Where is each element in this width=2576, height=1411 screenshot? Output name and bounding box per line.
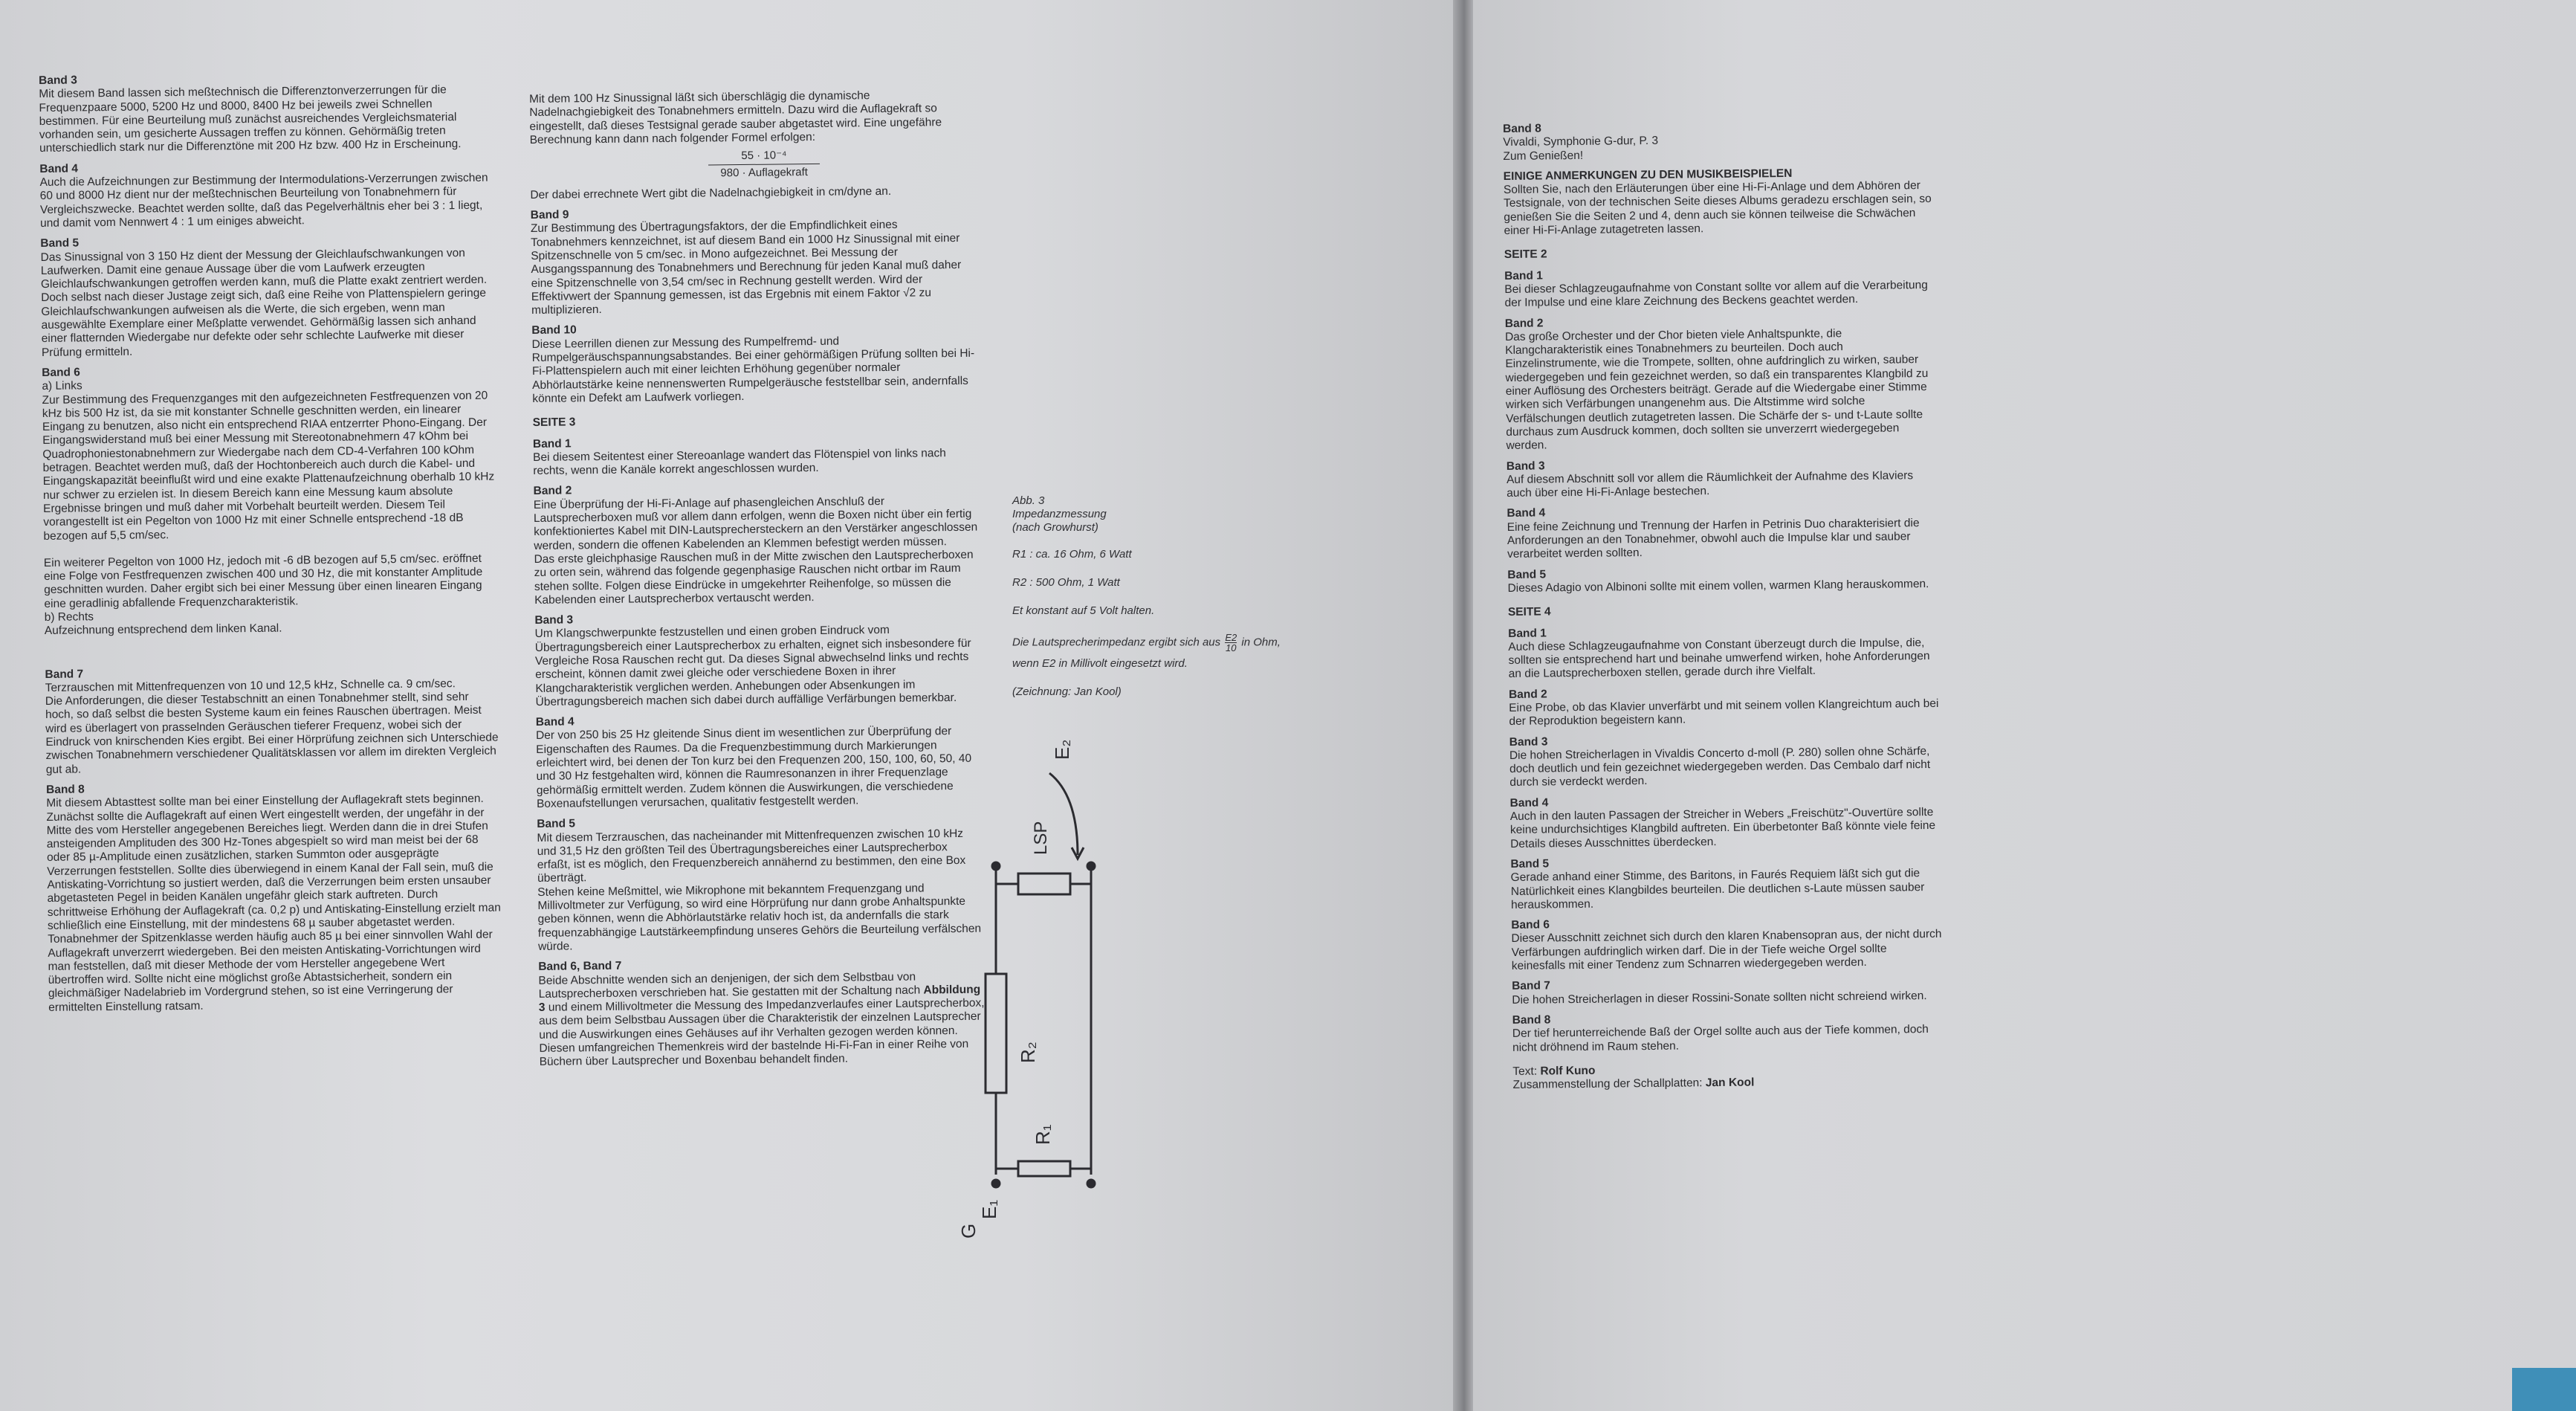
- band-heading: Band 5: [40, 236, 80, 251]
- col3-s2-band2: [1505, 312, 1938, 453]
- impedance-unit: in Ohm,: [1241, 636, 1281, 649]
- band-heading: Band 6: [1511, 918, 1550, 932]
- band-heading: Band 1: [532, 436, 572, 451]
- col3-s2-band1: [1504, 265, 1936, 311]
- cover-edge: [2512, 1368, 2576, 1411]
- impedance-formula: [1012, 633, 1354, 653]
- credits: [1512, 1061, 1944, 1093]
- band-heading: Band 5: [1507, 568, 1547, 581]
- col1-band8: [46, 779, 502, 1015]
- band-heading: Band 3: [39, 74, 77, 87]
- band-heading: Band 8: [45, 783, 85, 796]
- terminal-bottom-left: [992, 1180, 1000, 1187]
- band-text: Zur Bestimmung des Übertragungsfaktors, der die Empfindlichkeit eines Tonabnehmers kennzeichnet, ist auf diesem Band ein 1000 Hz Sinussignal mit einer Spitzenschnelle von 5 cm/sec. in Mono aufgezeichnet. Bei Messung der Ausgangsspannung des Tonabnehmers und Berechnung für jeden Kanal muß daher eine Spitzenschnelle von 3,54 cm/sec in Rechnung gestellt werden. Wird der Effektivwert der Spannung gemessen, ist das Ergebnis mit einem Faktor √2 zu multiplizieren.: [530, 219, 962, 317]
- col2-s3-band2: [534, 480, 981, 607]
- band-heading: Band 3: [1506, 459, 1545, 473]
- impedance-circuit-diagram: [957, 729, 1115, 1249]
- band-text: Das Sinussignal von 3 150 Hz dient der Messung der Gleichlaufschwankungen von Laufwerken. Damit eine genaue Aussage über die vom Laufwerk erzeugten Gleichlaufschwankungen getroffen werden kann, muß die Platte exakt zentriert werden. Doch selbst nach dieser Justage zeigt sich, daß eine Reihe von Plattenspielern geringe Gleichlaufschwankungen aufweisen als die Werte, die sich ergeben, wenn man ausgewählte Exemplare einer Meßplatte verwendet. Gehörmäßig lassen sich anhand einer flatternden Wiedergabe nur defekte oder sehr schlechte Laufwerke mit dieser Prüfung ermitteln.: [40, 246, 488, 359]
- figure-reference: Abbildung 3: [538, 983, 981, 1015]
- impedance-note: wenn E2 in Millivolt eingesetzt wird.: [1012, 657, 1188, 670]
- drawing-credit: (Zeichnung: Jan Kool): [1012, 685, 1122, 698]
- figure-title: [1012, 494, 1354, 535]
- band-text: Mit diesem Abtasttest sollte man bei einer Einstellung der Auflagekraft stets beginnen. Zunächst sollte die Auflagekraft auf einen Wert eingestellt werden, der ungefähr in der Mitte des vom Hersteller angegebenen Bereiches liegt. Werden dann die in drei Stufen ansteigenden Amplituden des 300 Hz-Tones abgespielt so wird man meist bei der 68 oder 85 µ-Amplitude einen zusätzlichen, starken Summton oder ausgeprägte Verzerrungen feststellen. Sollte dies überwiegend in einem Kanal der Fall sein, muß die Antiskating-Vorrichtung so justiert werden, daß die Verzerrungen beim ersten unsauber abgetasteten Pegel in beiden Kanälen ungefähr gleich stark auftreten. Durch schrittweise Erhöhung der Auflagekraft (ca. 0,2 p) und Antiskating-Einstellung erzielt man schließlich eine Einstellung, mit der mindestens 68 µ sauber abgetastet werden. Tonabnehmer der Spitzenklasse werden häufig auch 85 µ bei einer sinnvollen Wahl der Auflagekraft unverzerrt wiedergeben. Bei den meisten Antiskating-Vorrichtungen wird man feststellen, daß mit dieser Methode der vom Hersteller angegebene Wert übertroffen wird. Sollte nicht eine möglichst große Abtastsicherheit, sondern ein gleichmäßiger Nadelabrieb im Vordergrund stehen, so ist eine Verringerung der ermittelten Einstellung ratsam.: [46, 792, 501, 1014]
- figure-source: (nach Growhurst): [1012, 521, 1098, 534]
- col3-s2-band5: [1507, 564, 1938, 596]
- notes-text: Sollten Sie, nach den Erläuterungen über eine Hi-Fi-Anlage und dem Abhören der Testsignale, von der technischen Seite dieses Albums geradezu erschlagen sein, so genießen Sie die Seiten 2 und 4, denn auch sie können teilweise die Schwächen einer Hi-Fi-Anlage zutagetreten lassen.: [1503, 179, 1932, 238]
- resistor-r1-spec: R1 : ca. 16 Ohm, 6 Watt: [1012, 548, 1132, 561]
- col3-s4-band2: [1509, 684, 1941, 729]
- formula-note: Der dabei errechnete Wert gibt die Nadelnachgiebigkeit in cm/dyne an.: [530, 184, 892, 201]
- fraction-numerator: E2: [1225, 632, 1237, 643]
- credit-compilation-name: Jan Kool: [1705, 1076, 1755, 1090]
- col2-s3-band4: [536, 711, 983, 811]
- band-text: Auch die Aufzeichnungen zur Bestimmung der Intermodulations-Verzerrungen zwischen 60 und 8000 Hz dient nur der meßtechnischen Beurteilung von Tonabnehmern für Vergleichszwecke. Beachtet werden sollte, daß das Pegelverhältnis eher bei 3 : 1 liegt, und damit vom Nennwert 4 : 1 um einiges abweicht.: [39, 171, 488, 230]
- col3-s4-band3: [1509, 731, 1941, 790]
- column-3: [1503, 118, 1944, 1099]
- col3-s4-band5: [1510, 853, 1942, 912]
- section-heading-seite-2: SEITE 2: [1504, 248, 1547, 262]
- band-text: Eine feine Zeichnung und Trennung der Harfen in Petrinis Duo charakterisiert die Anforderungen an den Tonabnehmer, obwohl auch die Impulse klar und sauber verarbeitet werden sollten.: [1507, 516, 1920, 561]
- intro-text: Mit dem 100 Hz Sinussignal läßt sich überschlägig die dynamische Nadelnachgiebigkeit des Tonabnehmers ermitteln. Dazu wird die Auflagekraft so eingestellt, daß dieses Testsignal gerade sauber abgetastet wird. Eine ungefähre Berechnung kann dann nach folgender Formel erfolgen:: [529, 89, 942, 146]
- formula-numerator: 55 · 10⁻⁴: [708, 149, 820, 166]
- band-heading: Band 5: [1510, 857, 1550, 871]
- band-heading: Band 7: [45, 667, 84, 681]
- col3-s4-band8: [1512, 1010, 1944, 1055]
- band-text: Mit diesem Band lassen sich meßtechnisch die Differenztonverzerrungen für die Frequenzpaare 5000, 5200 Hz und 8000, 8400 Hz bei jeweils zwei Schnellen bestimmen. Für eine Beurteilung muß zunächst ausreichendes Vergleichsmaterial vorhanden sein, um gesicherte Aussagen treffen zu können. Gehörmäßig treten unterschiedlich stark nur die Differenztöne mit 200 Hz bzw. 400 Hz in Erscheinung.: [39, 83, 462, 155]
- label-e1: E₁: [978, 1199, 1000, 1219]
- band-text: Terzrauschen mit Mittenfrequenzen von 10 und 12,5 kHz, Schnelle ca. 9 cm/sec. Die Anforderungen, die dieser Testabschnitt an einen Tonabnehmer stellt, sind sehr hoch, so daß selbst die besten Systeme kaum ein feines Rauschen übertragen. Meist wird es überlagert von prasselnden Geräuschen tieferer Frequenz, wobei sich der Eindruck von knirschenden Kies ergibt. Bei einer Hörprüfung zeichnen sich Unterschiede zwischen Tonabnehmern verschiedener Qualitätsklassen vor allem im direkten Vergleich gut ab.: [45, 677, 499, 776]
- band-text: Das große Orchester und der Chor bieten viele Anhaltspunkte, die Klangcharakteristik eines Tonabnehmers zu beurteilen. Doch auch Einzelinstrumente, wie die Trompete, sollten, ohne aufdringlich zu wirken, sauber wiedergegeben und fein gezeichnet werden, so daß ein transparentes Klangbild zu einer Auflösung des Orchesters beiträgt. Gerade auf die Wiedergabe einer Stimme wirken sich Verfärbungen unangenehm aus. Die Altstimme wird solche Verfälschungen deutlich zutagetreten lassen. Die Schärfe der s- und t-Laute sollte durchaus zum Ausdruck kommen, doch sollten sie unverzerrt wiedergegeben werden.: [1504, 327, 1929, 453]
- band-heading: Band 6, Band 7: [538, 959, 622, 974]
- section-heading-seite-4: SEITE 4: [1507, 605, 1551, 619]
- impedance-text: Die Lautsprecherimpedanz ergibt sich aus: [1012, 636, 1221, 649]
- band-text: Auch diese Schlagzeugaufnahme von Constant überzeugt durch die Impulse, die, sollten sie entsprechend hart und beinahe umwerfend wirken, hohe Anforderungen an die Lautsprecherboxen stellen, gerade durch ihre Vielfalt.: [1508, 636, 1930, 681]
- band-heading: Band 2: [1504, 317, 1544, 330]
- label-r2: R₂: [1017, 1042, 1039, 1063]
- figure-caption: [1012, 494, 1354, 714]
- credit-compilation-label: Zusammenstellung der Schallplatten:: [1512, 1076, 1706, 1092]
- r1-resistor: [1018, 1161, 1070, 1176]
- band-text: Ein weiterer Pegelton von 1000 Hz, jedoch mit -6 dB bezogen auf 5,5 cm/sec. eröffnet eine Folge von Festfrequenzen zwischen 400 und 30 Hz, die mit konstanter Amplitude geschnitten wurden. Daher ergibt sich bei einer Messung über einen linearen Eingang eine geradlinig abfallende Frequenzcharakteristik. b) Rechts Aufzeichnung entsprechend dem linken Kanal.: [43, 552, 483, 638]
- col2-band10: [531, 320, 978, 406]
- label-g: G: [957, 1223, 980, 1239]
- col1-band7: [45, 663, 499, 777]
- band-text: Auch in den lauten Passagen der Streicher in Webers „Freischütz"-Ouvertüre sollte keine undurchsichtiges Klangbild auftreten. Ein überbetonter Baß könnte viele feine Details dieses Ausschnittes überdecken.: [1509, 806, 1936, 850]
- band-text: Bei diesem Seitentest einer Stereoanlage wandert das Flötenspiel von links nach rechts, wenn die Kanäle korrekt angeschlossen wurden.: [533, 446, 946, 478]
- band-heading: Band 10: [531, 323, 577, 338]
- col1-band4: [39, 158, 493, 230]
- band-heading: Band 1: [1508, 626, 1547, 640]
- band-text: Gerade anhand einer Stimme, des Baritons, in Faurés Requiem läßt sich gut die Natürlichkeit eines Klangbildes beurteilen. Die deutlichen s-Laute müssen sauber herauskommen.: [1510, 867, 1925, 911]
- band-heading: Band 4: [1509, 796, 1549, 810]
- band-text: Um Klangschwerpunkte festzustellen und einen groben Eindruck vom Übertragungsbereich einer Lautsprecherbox zu erhalten, eignet sich insbesondere für Vergleiche Rosa Rauschen recht gut. Da dieses Signal abwechselnd links und rechts erscheint, können damit zwei gleiche oder verschiedene Boxen in ihrer Klangcharakteristik verglichen werden. Anhebungen oder Absenkungen im Übertragungsbereich machen sich dabei durch auffällige Verfärbungen bemerkbar.: [534, 624, 971, 708]
- band-heading: Band 3: [534, 613, 574, 627]
- col3-s4-band1: [1508, 622, 1940, 681]
- book-gutter: [1453, 0, 1475, 1411]
- band-text: Dieses Adagio von Albinoni sollte mit einem vollen, warmen Klang herauskommen.: [1507, 577, 1929, 595]
- lsp-resistor: [1018, 874, 1070, 894]
- band-text: Der tief herunterreichende Baß der Orgel sollte auch aus der Tiefe kommen, doch nicht dröhnend im Raum stehen.: [1512, 1023, 1929, 1054]
- col3-band8: [1503, 118, 1935, 164]
- band-heading: Band 2: [533, 484, 572, 498]
- formula: [708, 149, 820, 181]
- col2-band9: [531, 204, 977, 318]
- col1-band6: [42, 362, 496, 543]
- resistor-r2-spec: R2 : 500 Ohm, 1 Watt: [1012, 576, 1120, 589]
- band-heading: Band 7: [1512, 979, 1550, 993]
- band-heading: Band 4: [39, 162, 79, 175]
- band-text: Vivaldi, Symphonie G-dur, P. 3 Zum Genießen!: [1503, 135, 1659, 163]
- e2-arrow: [1049, 773, 1078, 855]
- band-heading: Band 8: [1512, 1013, 1551, 1027]
- band-heading: Band 2: [1508, 688, 1547, 701]
- figure-label: Abb. 3: [1012, 494, 1045, 507]
- col2-s3-band5: [537, 813, 984, 954]
- band-heading: Band 4: [1507, 506, 1546, 520]
- col1-band3: [39, 70, 493, 156]
- band-text: Eine Probe, ob das Klavier unverfärbt und mit seinem vollen Klangreichtum auch bei der Reproduktion begeistern kann.: [1509, 697, 1939, 729]
- band-heading: Band 1: [1504, 269, 1543, 282]
- band-text: Bei dieser Schlagzeugaufnahme von Constant sollte vor allem auf die Verarbeitung der Impulse und eine klare Zeichnung des Beckens geachtet werden.: [1504, 278, 1928, 310]
- col2-s3-band3: [534, 610, 981, 709]
- col3-s4-band6: [1511, 914, 1943, 973]
- band-text: Die hohen Streicherlagen in dieser Rossini-Sonate sollten nicht schreiend wirken.: [1512, 989, 1927, 1007]
- label-r1: R₁: [1032, 1124, 1054, 1145]
- band-text: Die hohen Streicherlagen in Vivaldis Concerto d-moll (P. 280) sollen ohne Schärfe, doch deutlich und fein gezeichnet wiedergegeben werden. Das Cembalo darf nicht durch sie verdeckt werden.: [1509, 744, 1931, 790]
- credit-text-label: Text:: [1512, 1065, 1541, 1078]
- band-text: Der von 250 bis 25 Hz gleitende Sinus dient im wesentlichen zur Überprüfung der Eigenschaften des Raumes. Da die Frequenzbestimmung durch Markierungen erleichtert wird, bei denen der Ton kurz bei den Frequenzen 200, 150, 100, 60, 50, 40 und 30 Hz festgehalten wird, können die Raumresonanzen in ihrer Frequenzlage gehörmäßig ermittelt werden. Zudem können die Auswirkungen, die verschiedene Boxenaufstellungen verursachen, qualitativ festgestellt werden.: [535, 725, 972, 810]
- figure-subtitle: Impedanzmessung: [1012, 508, 1107, 520]
- column-2: [529, 88, 986, 1076]
- notes-heading: EINIGE ANMERKUNGEN ZU DEN MUSIKBEISPIELEN: [1503, 167, 1793, 183]
- band-text: Mit diesem Terzrauschen, das nacheinander mit Mittenfrequenzen zwischen 10 kHz und 31,5 Hz den größten Teil des Übertragungsbereiches einer Lautsprecherbox erfaßt, ist es möglich, den Frequenzbereich annähernd zu bestimmen, den eine Box überträgt. Stehen keine Meßmittel, wie Mikrophone mit bekanntem Frequenzgang und Millivoltmeter zur Verfügung, so wird eine Hörprüfung nur dann grobe Anhaltspunkte geben können, wenn die Abhörlautstärke relativ hoch ist, da andernfalls die stark frequenzabhängige Lautstärkeempfindung unseres Gehörs die Beurteilung verfälschen würde.: [537, 827, 982, 953]
- band-text: Dieser Ausschnitt zeichnet sich durch den klaren Knabensopran aus, der nicht durch Verfärbungen aufdringlich wirken darf. Die in der Tiefe weiche Orgel sollte keinesfalls mit einer Tendenz zum Schnarren wiedergegeben werden.: [1511, 928, 1942, 972]
- band-heading: Band 3: [1509, 734, 1548, 749]
- band-text: Beide Abschnitte wenden sich an denjenigen, der sich dem Selbstbau von Lautsprecherboxen verschrieben hat. Sie gestatten mit der Schaltung nach: [538, 970, 924, 1001]
- col3-notes: [1504, 166, 1935, 239]
- col2-s3-band1: [533, 433, 950, 479]
- r2-resistor: [986, 974, 1006, 1093]
- col2-s3-band6-7: [538, 956, 985, 1070]
- band-text: a) Links Zur Bestimmung des Frequenzganges mit den aufgezeichneten Festfrequenzen von 20 kHz bis 500 Hz ist, da sie mit konstanter Schnelle geschnitten werden, ein linearer Eingang zu benutzen, also nicht ein entsprechend RIAA entzerrter Phono-Eingang. Der Eingangswiderstand muß bei einer Messung mit Stereotonabnehmern 47 kOhm bei Quadrophoniestonabnehmern zur Wiedergabe nach dem CD-4-Verfahren 100 kOhm betragen. Beachtet werden muß, daß der Hochtonbereich auch durch die Kabel- und Eingangskapazität beeinflußt wird und eine exakte Plattenaufzeichnung oberhalb 10 kHz nur schwer zu erzielen ist. In diesem Bereich kann eine Messung kaum absolute Ergebnisse bringen und muß daher mit Vorbehalt beurteilt werden. Diesem Teil vorangestellt ist ein Pegelton von 1000 Hz mit einer Schnelle entsprechend -18 dB bezogen auf 5,5 cm/sec.: [42, 379, 495, 543]
- label-lsp: LSP: [1031, 821, 1051, 855]
- section-heading-seite-3: SEITE 3: [532, 416, 576, 430]
- col1-band6-part2: [44, 552, 498, 638]
- terminal-bottom-right: [1087, 1180, 1095, 1187]
- formula-denominator: 980 · Auflagekraft: [720, 166, 809, 180]
- col2-intro: [529, 88, 976, 147]
- band-text: Diese Leerrillen dienen zur Messung des Rumpelfremd- und Rumpelgeräuschspannungsabstandes. Bei einer gehörmäßigen Prüfung sollten bei Hi-Fi-Plattenspielern auch mit einer leichten Erhöhung gegenüber normaler Abhörlautstärke keine nennenswerten Rumpelgeräusche feststellbar sein, andernfalls könnte ein Defekt am Laufwerk vorliegen.: [531, 335, 975, 405]
- impedance-fraction: [1225, 633, 1237, 653]
- col3-s2-band3: [1507, 455, 1938, 500]
- column-1: [39, 70, 502, 1021]
- band-text: und einem Millivoltmeter die Messung des Impedanzverlaufes einer Lautsprecherbox, aus dem beim Selbstbau Aussagen über die Charakteristik der einzelnen Lautsprecher und die Auswirkungen eines Gehäuses auf ihr Verhalten gezogen werden können. Diesen umfangreichen Themenkreis wird der bastelnde Hi-Fi-Fan in einer Reihe von Büchern über Lautsprecher und Boxenbau behandelt finden.: [538, 996, 985, 1069]
- col1-band5: [40, 233, 495, 360]
- label-e2: E₂: [1051, 739, 1073, 760]
- band-heading: Band 9: [530, 208, 569, 222]
- band-text: Auf diesem Abschnitt soll vor allem die Räumlichkeit der Aufnahme des Klaviers auch über eine Hi-Fi-Anlage bestechen.: [1506, 469, 1914, 500]
- credit-text-name: Rolf Kuno: [1540, 1064, 1596, 1078]
- voltage-note: Et konstant auf 5 Volt halten.: [1012, 604, 1155, 617]
- band-heading: Band 8: [1503, 122, 1541, 135]
- band-heading: Band 5: [537, 817, 576, 831]
- band-text: Eine Überprüfung der Hi-Fi-Anlage auf phasengleichen Anschluß der Lautsprecherboxen muß vor allem dann erfolgen, wenn die Boxen nicht über ein fertig konfektioniertes Kabel mit DIN-Lautsprechersteckern an den Verstärker angeschlossen werden, sondern die offenen Kabelenden an Klemmen befestigt werden müssen. Das erste gleichphasige Rauschen muß in der Mitte zwischen den Lautsprecherboxen zu orten sein, während das folgende gegenphasige Rauschen nicht ortbar im Raum stehen sollte. Folgen diese Eindrücke in umgekehrter Reihenfolge, so müssen die Kabelenden einer Lautsprecherbox vertauscht werden.: [533, 494, 978, 607]
- col2-after-formula: [530, 184, 976, 202]
- col3-s2-band4: [1507, 503, 1938, 561]
- col3-s4-band7: [1512, 975, 1943, 1007]
- circuit-labels: [957, 740, 1073, 1239]
- band-heading: Band 4: [535, 715, 575, 729]
- col3-s4-band4: [1509, 792, 1941, 851]
- band-heading: Band 6: [42, 366, 80, 379]
- fraction-denominator: 10: [1226, 642, 1237, 653]
